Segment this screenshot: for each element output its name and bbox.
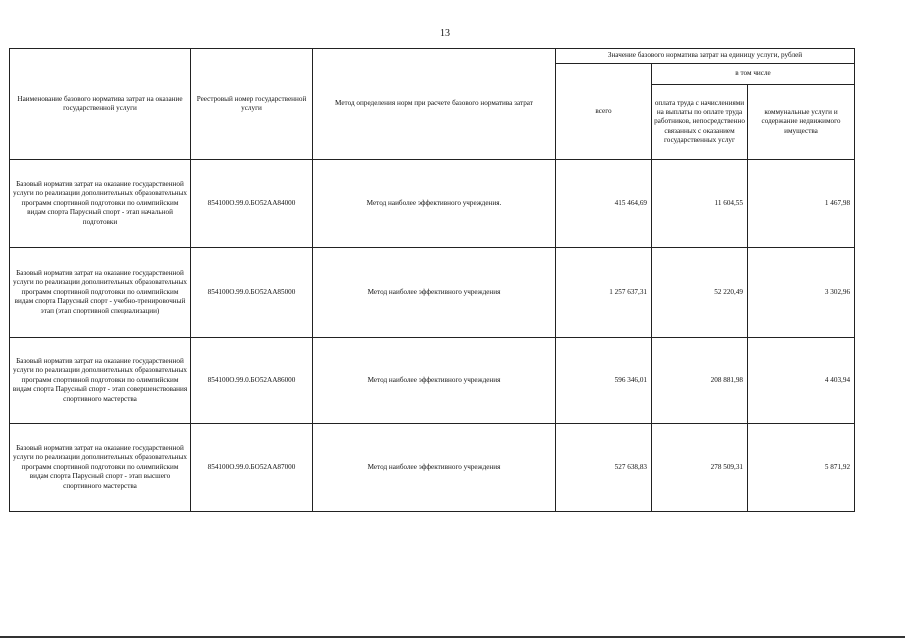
row-wages: 278 509,31: [652, 424, 748, 512]
table-row: [10, 248, 855, 338]
table-row: [10, 424, 855, 512]
page-number: 13: [440, 28, 450, 39]
row-registry: 854100О.99.0.БО52АА87000: [191, 424, 313, 512]
row-total: 1 257 637,31: [556, 248, 652, 338]
header-registry: Реестровый номер государственной услуги: [191, 49, 313, 160]
norms-table: [9, 48, 855, 512]
table-row: [10, 160, 855, 248]
row-method: Метод наиболее эффективного учреждения: [313, 338, 556, 424]
row-registry: 854100О.99.0.БО52АА86000: [191, 338, 313, 424]
row-wages: 52 220,49: [652, 248, 748, 338]
row-wages: 11 604,55: [652, 160, 748, 248]
header-wages: оплата труда с начислениями на выплаты по оплате труда работников, непосредственно связанных с оказанием государственных услуг: [652, 85, 748, 160]
row-wages: 208 881,98: [652, 338, 748, 424]
row-total: 527 638,83: [556, 424, 652, 512]
row-utilities: 1 467,98: [748, 160, 855, 248]
row-method: Метод наиболее эффективного учреждения: [313, 248, 556, 338]
row-name: Базовый норматив затрат на оказание государственной услуги по реализации дополнительных образовательных программ спортивной подготовки по олимпийским видам спорта Парусный спорт - этап начальной подготовки: [10, 160, 191, 248]
row-total: 415 464,69: [556, 160, 652, 248]
header-including: в том числе: [652, 64, 855, 85]
header-method: Метод определения норм при расчете базового норматива затрат: [313, 49, 556, 160]
header-utilities: коммунальные услуги и содержание недвижимого имущества: [748, 85, 855, 160]
header-total: всего: [556, 64, 652, 160]
row-utilities: 5 871,92: [748, 424, 855, 512]
row-name: Базовый норматив затрат на оказание государственной услуги по реализации дополнительных образовательных программ спортивной подготовки по олимпийским видам спорта Парусный спорт - этап совершенствования спортивного мастерства: [10, 338, 191, 424]
row-registry: 854100О.99.0.БО52АА85000: [191, 248, 313, 338]
page-bottom-edge: [0, 636, 905, 638]
row-utilities: 3 302,96: [748, 248, 855, 338]
header-value-group: Значение базового норматива затрат на единицу услуги, рублей: [556, 49, 855, 64]
header-row-1: [10, 49, 855, 64]
row-utilities: 4 403,94: [748, 338, 855, 424]
row-name: Базовый норматив затрат на оказание государственной услуги по реализации дополнительных образовательных программ спортивной подготовки по олимпийским видам спорта Парусный спорт - этап высшего спортивного мастерства: [10, 424, 191, 512]
table-row: [10, 338, 855, 424]
row-registry: 854100О.99.0.БО52АА84000: [191, 160, 313, 248]
row-method: Метод наиболее эффективного учреждения: [313, 424, 556, 512]
row-total: 596 346,01: [556, 338, 652, 424]
row-name: Базовый норматив затрат на оказание государственной услуги по реализации дополнительных образовательных программ спортивной подготовки по олимпийским видам спорта Парусный спорт - учебно-тренировочный этап (этап спортивной специализации): [10, 248, 191, 338]
header-name: Наименование базового норматива затрат на оказание государственной услуги: [10, 49, 191, 160]
row-method: Метод наиболее эффективного учреждения.: [313, 160, 556, 248]
